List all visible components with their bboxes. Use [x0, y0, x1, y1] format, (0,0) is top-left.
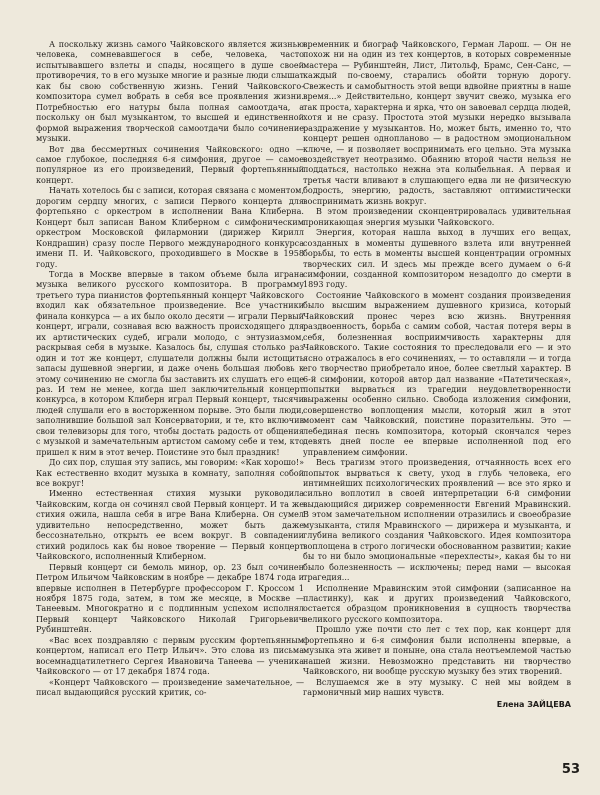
paragraph: До сих пор, слушая эту запись, мы говорим: «Как хорошо!» Как естественно входит музыка в комнату, заполняя собой все вокруг! [36, 458, 304, 489]
author-signature: Елена ЗАЙЦЕВА [496, 699, 571, 709]
page-number: 53 [561, 762, 580, 777]
paragraph: «Вас всех поздравляю с первым русским фортепьянным концертом, написал его Петр Ильич». Это слова из письма восемнадцатилетнего Сергея Ивановича Танеева — ученика Чайковского — от 17 декабря 1874 года. [36, 635, 304, 677]
paragraph: Весь трагизм этого произведения, отчаянность всех его попыток вырваться к свету, уход в глубь человека, его интимнейших психологических проявлений — все это ярко и сильно воплотил в своей интерпретации 6-й симфонии выдающийся дирижер современности Евгений Мравинский. В этом замечательном исполнении отразились и своеобразие музыканта, стиля Мравинского — дирижера и музыканта, и глубина великого создания Чайковского. Идея композитора воплощена в строго логически обоснованном развитии; какие бы то ни было эмоциональные «перехлесты», какая бы то ни было болезненность — исключены; перед нами — высокая трагедия... [303, 458, 571, 583]
paragraph: Энергия, которая нашла выход в лучших его вещах, созданных в моменты душевного взлета или внутренней борьбы, то есть в моменты высшей концентрации огромных творческих сил. И здесь мы прежде всего думаем о 6-й симфонии, созданной композитором незадолго до смерти в 1893 году. [303, 228, 571, 290]
article-column-right [303, 40, 571, 710]
paragraph: Прошло уже почти сто лет с тех пор, как концерт для фортепьяно и 6-я симфония были исполнены впервые, а музыка эта живет и поныне, она стала неотъемлемой частью нашей жизни. Невозможно представить ни творчество Чайковского, ни вообще русскую музыку без этих творений. [303, 625, 571, 677]
paragraph: В этом произведении сконцентрировалась удивительная проникающая энергия музыки Чайковского. [303, 207, 571, 227]
paragraph: Вот два бессмертных сочинения Чайковского: одно — самое глубокое, последняя 6-я симфония, другое — самое популярное из его произведений, Первый фортепьянный концерт. [36, 144, 304, 185]
paragraph: Первый концерт си бемоль минор, ор. 23 был сочинен Петром Ильичом Чайковским в ноябре — декабре 1874 года и впервые исполнен в Петербурге профессором Г. Кроссом 1 ноября 1875 года, затем, в том же месяце, в Москве — Танеевым. Многократно и с подлинным успехом исполнял Первый концерт Чайковского Николай Григорьевич Рубинштейн. [36, 562, 304, 635]
paragraph-continued: временник и биограф Чайковского, Герман Ларош. — Он не похож ни на один из тех концертов, в которых современные мастера — Рубинштейн, Лист, Литольф, Брамс, Сен-Санс, — каждый по-своему, старались обойти торную дорогу. Свежесть и самобытность этой вещи вдвойне приятны в наше время...» Действительно, концерт звучит свежо, музыка его так проста, характерна и ярка, что он завоевал сердца людей, хотя и не сразу. Простота этой музыки нередко вызывала раздражение у музыкантов. Но, может быть, именно то, что концерт решен однопланово — в радостном эмоциональном ключе, — и позволяет воспринимать его цельно. Эта музыка воздействует неотразимо. Обаянию второй части нельзя не поддаться, настолько нежна эта колыбельная. А первая и третья части вливают в слушающего едва ли не физическую бодрость, энергию, радость, заставляют оптимистически воспринимать жизнь вокруг. [303, 40, 571, 206]
paragraph: Вслушаемся же в эту музыку. С ней мы войдем в гармоничный мир наших чувств. [303, 677, 571, 698]
paragraph: Тогда в Москве впервые в таком объеме была играна музыка великого русского композитора. В программу третьего тура пианистов фортепьянный концерт Чайковского входил как обязательное произведение. Все участники финала конкурса — а их было около десяти — играли Первый концерт, играли, сознавая всю важность происходящего для их артистических судеб, играли молодо, с энтузиазмом, раскрывая себя в музыке. Казалось бы, слушая столько раз один и тот же концерт, слушатели должны были истощить запасы душевной энергии, и даже очень большая любовь к этому сочинению не смогла бы заставить их слушать его еще раз. И тем не менее, когда шел заключительный концерт конкурса, в котором Клиберн играл Первый концерт, тысячи людей слушали его в восторженном порыве. Это были люди, заполнившие большой зал Консерватории, и те, кто включив свои телевизоры для того, чтобы достать радость от общения с музыкой и замечательным артистом самому себе и тем, кто пришел к ним в этот вечер. Поистине это был праздник! [36, 269, 304, 457]
paragraph: «Концерт Чайковского — произведение замечательное, — писал выдающийся русский критик, со- [36, 677, 304, 698]
paragraph: А поскольку жизнь самого Чайковского является жизнью человека, сомневавшегося в себе, человека, часто испытывавшего взлеты и спады, носящего в душе своей противоречия, то в его музыке многие и разные люди слышат как бы свою собственную жизнь. Гений Чайковского-композитора сумел вобрать в себя все проявления жизни. Потребностью его натуры была полная самоотдача, а поскольку он был музыкантом, то высшей и единственной формой выражения творческой самоотдачи было сочинение музыки. [36, 40, 304, 144]
paragraph: Именно естественная стихия музыки руководила Чайковским, когда он сочинял свой Первый концерт. И та же стихия ожила, нашла себя в игре Вана Клиберна. Он сумел удивительно непосредственно, может быть даже бессознательно, открыть ее всем вокруг. В совпадении стихий родилось как бы новое творение — Первый концерт Чайковского, исполненный Клиберном. [36, 489, 304, 562]
paragraph: Начать хотелось бы с записи, которая связана с моментом, дорогим сердцу многих, с записи Первого концерта для фортепьяно с оркестром в исполнении Вана Клиберна. Концерт был записан Ваном Клиберном с симфоническим оркестром Московской филармонии (дирижер Кирилл Кондрашин) сразу после Первого международного конкурса имени П. И. Чайковского, проходившего в Москве в 1958 году. [36, 186, 304, 269]
paragraph: Исполнение Мравинским этой симфонии (записанное на пластинку), как и других произведений Чайковского, остается образцом проникновения в сущность творчества великого русского композитора. [303, 583, 571, 624]
paragraph: Состояние Чайковского в момент создания произведения было высшим выражением душевного кризиса, который Чайковский пронес через всю жизнь. Внутренняя раздвоенность, борьба с самим собой, частая потеря веры в себя, болезненная восприимчивость характерны для Чайковского. Такие состояния то преследовали его — и это ясно отражалось в его сочинениях, — то оставляли — и тогда его творчество приобретало иное, более светлый характер. В 6-й симфонии, которой автор дал название «Патетическая», попытки вырваться из трагедии неудовлетворенности выражены особенно сильно. Свобода изложения симфонии, совершенство воплощения мысли, который жил в этот момент сам Чайковский, поистине поразительны. Это — лебединая песнь композитора, который скончался через девять дней после ее впервые исполненной под его управлением симфонии. [303, 290, 571, 457]
article-column-left [36, 40, 304, 699]
